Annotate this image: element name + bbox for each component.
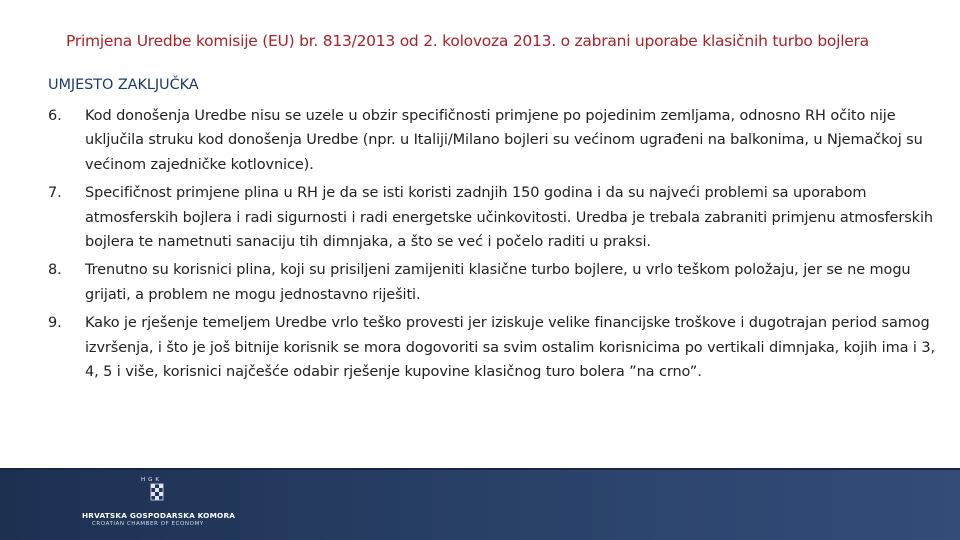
footer-bar — [0, 468, 960, 540]
logo-letters: HGK — [141, 477, 163, 483]
numbered-points-list — [48, 104, 943, 388]
point-number: 6. — [48, 108, 62, 124]
point-text: Specifičnost primjene plina u RH je da se isti koristi zadnjih 150 godina i da su najveći problemi sa uporabom atmosferskih bojlera i radi sigurnosti i radi energetske učinkovitosti. Uredba je trebala zabraniti primjenu atmosferskih bojlera te nametnuti sanaciju tih dimnjaka, a što se već i počelo raditi u praksi. — [85, 185, 933, 251]
point-text: Kako je rješenje temeljem Uredbe vrlo teško provesti jer iziskuje velike financijske troškove i dugotrajan period samog izvršenja, i što je još bitnije korisnik se mora dogovoriti sa svim ostalim korisnicima po vertikali dimnjaka, kojih ima i 3, 4, 5 i više, korisnici najčešće odabir rješenje kupovine klasičnog turo bolera ”na crno”. — [85, 315, 935, 381]
section-heading: UMJESTO ZAKLJUČKA — [48, 77, 199, 93]
list-item — [48, 311, 943, 384]
slide-title: Primjena Uredbe komisije (EU) br. 813/2013 od 2. kolovoza 2013. o zabrani uporabe klasičnih turbo bojlera — [66, 32, 869, 50]
organization-name: HRVATSKA GOSPODARSKA KOMORA — [82, 511, 236, 520]
list-item — [48, 181, 943, 254]
point-text: Kod donošenja Uredbe nisu se uzele u obzir specifičnosti primjene po pojedinim zemljama, odnosno RH očito nije uključila struku kod donošenja Uredbe (npr. u Italiji/Milano bojleri su većinom ugrađeni na balkonima, u Njemačkoj su većinom zajedničke kotlovnice). — [85, 108, 923, 173]
point-number: 7. — [48, 185, 62, 202]
point-number: 8. — [48, 262, 62, 279]
point-text: Trenutno su korisnici plina, koji su prisiljeni zamijeniti klasične turbo bojlere, u vrlo teškom položaju, jer se ne mogu grijati, a problem ne mogu jednostavno riješiti. — [85, 262, 911, 303]
list-item — [48, 258, 943, 307]
organization-name-en: CROATIAN CHAMBER OF ECONOMY — [92, 521, 204, 527]
point-number: 9. — [48, 315, 62, 332]
hgk-logo — [82, 476, 282, 532]
list-item — [48, 104, 943, 177]
